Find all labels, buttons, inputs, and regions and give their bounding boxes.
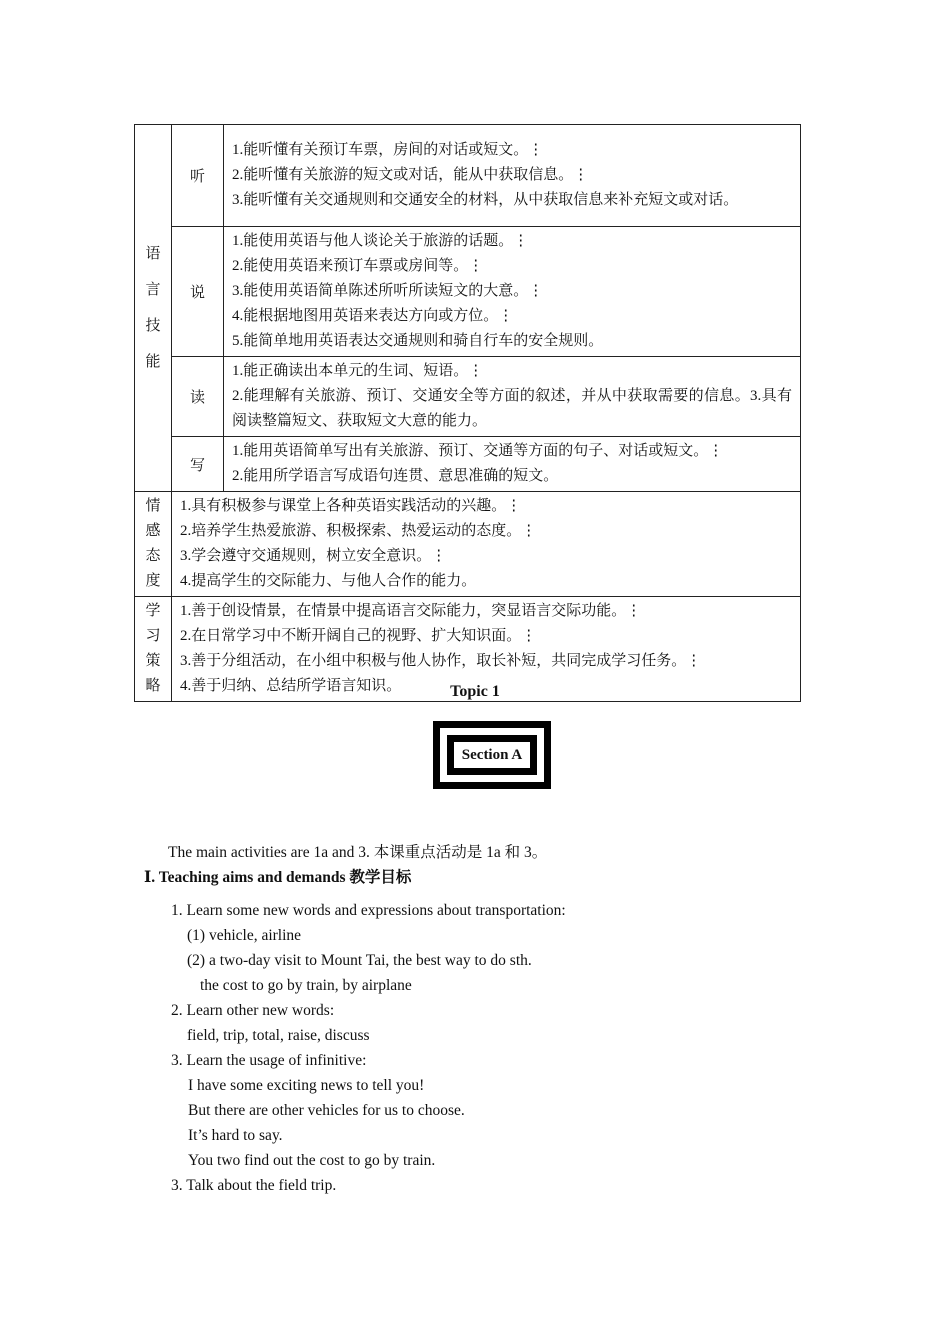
skill-speak-items: 1.能使用英语与他人谈论关于旅游的话题。⋮ 2.能使用英语来预订车票或房间等。⋮ 3.能使用英语简单陈述所听所读短文的大意。⋮ 4.能根据地图用英语来表达方向或方位。⋮ 5.能简单地用英语表达交通规则和骑自行车的安全规则。: [224, 227, 801, 357]
aim-line: 1. Learn some new words and expressions about transportation:: [171, 902, 566, 919]
aim-line: the cost to go by train, by airplane: [200, 977, 412, 994]
skill-write-label: 写: [172, 437, 224, 492]
attitude-items: 1.具有积极参与课堂上各种英语实践活动的兴趣。⋮ 2.培养学生热爱旅游、积极探索、热爱运动的态度。⋮ 3.学会遵守交通规则，树立安全意识。⋮ 4.提高学生的交际能力、与他人合作的能力。: [172, 492, 801, 597]
strategy-items: 1.善于创设情景，在情景中提高语言交际能力，突显语言交际功能。⋮ 2.在日常学习中不断开阔自己的视野、扩大知识面。⋮ 3.善于分组活动，在小组中积极与他人协作，取长补短，共同完成学习任务。⋮ 4.善于归纳、总结所学语言知识。: [172, 597, 801, 702]
category-attitude: 情 感 态 度: [135, 492, 172, 597]
skill-write-items: 1.能用英语简单写出有关旅游、预订、交通等方面的句子、对话或短文。⋮ 2.能用所学语言写成语句连贯、意思准确的短文。: [224, 437, 801, 492]
aim-line: 3. Talk about the field trip.: [171, 1177, 337, 1194]
section-title: Section A: [454, 742, 530, 768]
aim-line: It’s hard to say.: [188, 1127, 283, 1144]
aim-line: 3. Learn the usage of infinitive:: [171, 1052, 367, 1069]
aim-line: (1) vehicle, airline: [187, 927, 302, 944]
skill-speak-label: 说: [172, 227, 224, 357]
category-strategy: 学 习 策 略: [135, 597, 172, 702]
category-language-skills: 语 言 技 能: [135, 125, 172, 492]
aim-line: But there are other vehicles for us to choose.: [188, 1102, 465, 1119]
aim-line: 2. Learn other new words:: [171, 1002, 335, 1019]
topic-title: Topic 1: [450, 683, 500, 700]
skill-read-items: 1.能正确读出本单元的生词、短语。⋮ 2.能理解有关旅游、预订、交通安全等方面的叙述，并从中获取需要的信息。3.具有阅读整篇短文、获取短文大意的能力。: [224, 357, 801, 437]
aim-line: (2) a two-day visit to Mount Tai, the best way to do sth.: [187, 952, 532, 969]
aim-line: field, trip, total, raise, discuss: [187, 1027, 370, 1044]
skill-listen-items: 1.能听懂有关预订车票，房间的对话或短文。⋮ 2.能听懂有关旅游的短文或对话，能从中获取信息。⋮ 3.能听懂有关交通规则和交通安全的材料，从中获取信息来补充短文或对话。: [224, 125, 801, 227]
objectives-table: [134, 124, 801, 702]
aims-heading: Ⅰ. Teaching aims and demands 教学目标: [144, 869, 412, 886]
section-title-frame: [433, 721, 551, 789]
skill-listen-label: 听: [172, 125, 224, 227]
aim-line: You two find out the cost to go by train.: [188, 1152, 436, 1169]
aim-line: I have some exciting news to tell you!: [188, 1077, 425, 1094]
main-activities: The main activities are 1a and 3. 本课重点活动是 1a 和 3。: [168, 844, 548, 861]
skill-read-label: 读: [172, 357, 224, 437]
